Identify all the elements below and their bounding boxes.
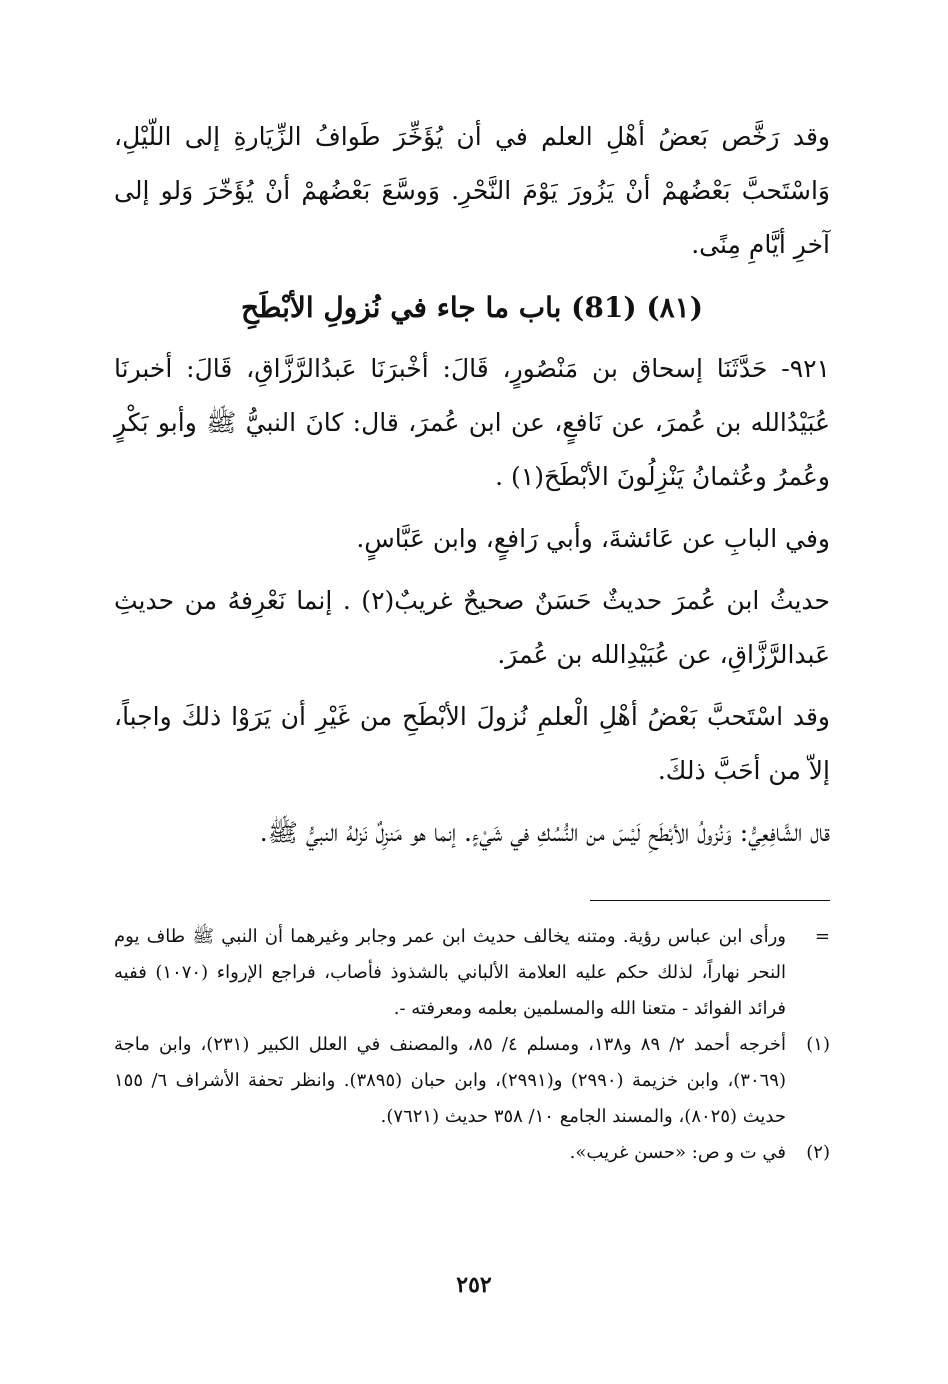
page-number: ٢٥٢ [456, 1272, 492, 1298]
hadith-paragraph: ٩٢١- حَدَّثَنَا إسحاق بن مَنْصُورٍ، قَالَ: أخْبرَنَا عَبدُالرَّزَّاقِ، قَالَ: أخبرنَا عُبَيْدُالله بن عُمرَ، عن نَافعٍ، عن ابن عُمرَ، قال: كانَ النبيُّ ﷺ وأبو بَكْرٍ وعُمرُ وعُثمانُ يَنْزِلُونَ الأبْطَحَ(١) . [114, 354, 830, 491]
footnote-1 [114, 1027, 830, 1135]
footnote-text: ورأى ابن عباس رؤية. ومتنه يخالف حديث ابن عمر وجابر وغيرهما أن النبي ﷺ طاف يوم النحر نهاراً، لذلك حكم عليه العلامة الألباني بالشذوذ فأصاب، فراجع الإرواء (١٠٧٠) ففيه فرائد الفوائد - متعنا الله والمسلمين بعلمه ومعرفته -. [114, 926, 786, 1019]
footnote-mark: = [814, 926, 830, 947]
chapter-references-paragraph: وفي البابِ عن عَائشةَ، وأبي رَافعٍ، وابن عَبَّاسٍ. [356, 524, 830, 553]
footnote-mark: (١) [806, 1034, 830, 1055]
footnote-continued [114, 919, 830, 1027]
footnote-mark: (٢) [806, 1142, 830, 1163]
hadith-grading-paragraph: حديثُ ابن عُمرَ حديثٌ حَسَنٌ صحيحٌ غريبٌ(٢) . إنما نَعْرِفهُ من حديثِ عَبدالرَّزَّاقِ، عن عُبَيْدِالله بن عُمرَ. [114, 586, 830, 669]
shafii-opinion-paragraph: قال الشَّافِعِيُّ: وَنُزولُ الأبْطَحِ لَيْسَ من النُّسُكِ في شَيْءٍ. إنما هو مَنزِلٌ نَزلهُ النبيُّ ﷺ. [259, 818, 830, 847]
chapter-title: (٨١) (81) باب ما جاء في نُزولِ الأبْطَحِ [241, 291, 703, 324]
footnote-divider [590, 900, 830, 901]
scholars-opinion-paragraph: وقد اسْتَحبَّ بَعْضُ أهْلِ الْعلمِ نُزولَ الأبْطَحِ من غَيْرِ أن يَرَوْا ذلكَ واجباً، إلاّ من أحَبَّ ذلكَ. [114, 702, 830, 785]
intro-paragraph: وقد رَخَّص بَعضُ أهْلِ العلم في أن يُؤَخِّرَ طَوافُ الزِّيَارةِ إلى اللّيْلِ، وَاسْتَحبَّ بَعْضُهمْ أنْ يَزُورَ يَوْمَ النَّحْرِ. وَوسَّعَ بَعْضُهمْ أنْ يُؤَخّرَ وَلو إلى آخرِ أيَّامِ مِنًى. [114, 122, 830, 259]
footnote-2 [114, 1135, 830, 1171]
footnote-text: في ت و ص: «حسن غريب». [569, 1142, 786, 1163]
footnote-text: أخرجه أحمد ٢/ ٨٩ و١٣٨، ومسلم ٤/ ٨٥، والمصنف في العلل الكبير (٢٣١)، وابن ماجة (٣٠٦٩)، وابن خزيمة (٢٩٩٠) و(٢٩٩١)، وابن حبان (٣٨٩٥). وانظر تحفة الأشراف ٦/ ١٥٥ حديث (٨٠٢٥)، والمسند الجامع ١٠/ ٣٥٨ حديث (٧٦٢١). [114, 1034, 786, 1127]
